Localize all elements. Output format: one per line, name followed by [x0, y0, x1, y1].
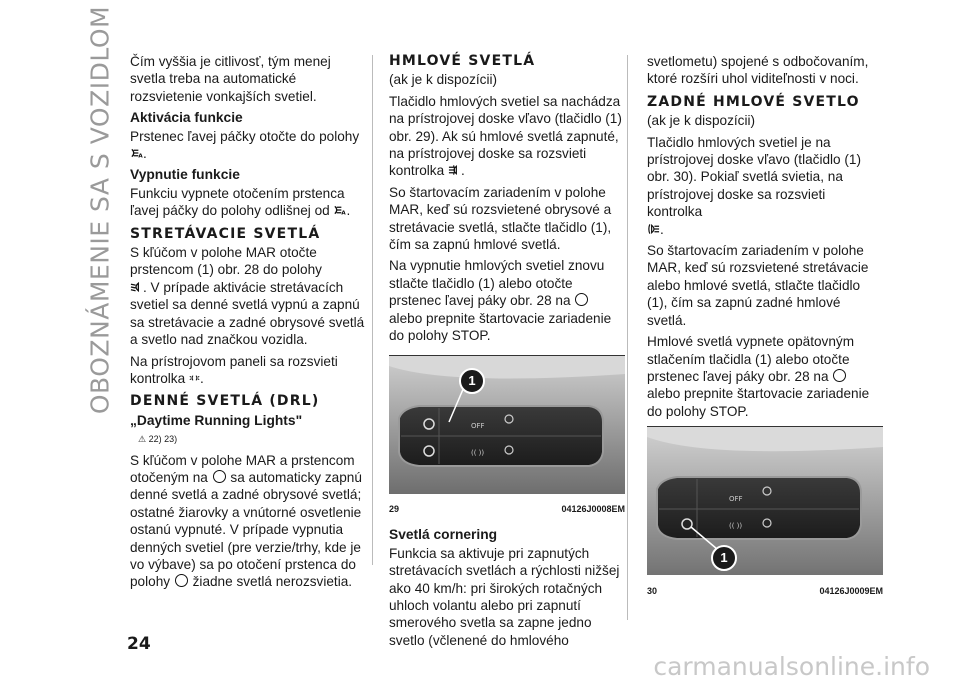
callout-badge: 1 [459, 368, 485, 394]
figure-number: 30 [647, 585, 658, 596]
figure-code: 04126J0009EM [819, 585, 883, 596]
svg-text:A: A [341, 210, 347, 217]
aktivacia-paragraph: Prstenec ľavej páčky otočte do polohy A . [130, 128, 360, 162]
cornering-paragraph: Funkcia sa aktivuje pri zapnutých stretávacích svetlách a rýchlosti nižšej ako 40 km/h: pri širokých rotačných uhloch volantu alebo pri zapnutí smerového svetla sa zapne jedno svetlo (včlenené do hmlového [389, 545, 620, 648]
column-1 [130, 53, 366, 595]
warning-triangle-icon: ⚠ [138, 434, 147, 445]
column-2 [389, 53, 625, 653]
zadne-subheading: (ak je k dispozícii) [647, 113, 756, 129]
watermark: carmanualsonline.info [653, 652, 930, 681]
drl-paragraph: S kľúčom v polohe MAR a prstencom otočeným na sa automaticky zapnú denné svetlá a zadné obrysové svetlá; ostatné žiarovky a vnútorné osvetlenie ostanú vypnuté. V prípade vypnutia denných svetiel (pre verzie/trhy, kde je vo výbave) sa po otočení prstenca do polohy žiadne svetlá nerozsvietia. [130, 452, 362, 590]
fog-button-photo [389, 356, 625, 494]
stretavacie-paragraph-2: Na prístrojovom paneli sa rozsvieti kontrolka . [130, 353, 338, 386]
hmlove-subheading: (ak je k dispozícii) [389, 72, 498, 88]
low-beam-icon [130, 281, 143, 293]
cornering-heading: Svetlá cornering [389, 527, 498, 543]
column-divider [372, 55, 373, 565]
figure-29 [389, 355, 625, 519]
figure-caption [389, 501, 625, 518]
auto-light-icon [333, 204, 346, 216]
off-position-icon [575, 293, 588, 306]
callout-badge: 1 [711, 545, 737, 571]
figure-caption [647, 583, 883, 600]
zadne-paragraph-3: Hmlové svetlá vypnete opätovným stlačením tlačidla (1) alebo otočte prstenec ľavej páky obr. 28 na alebo prepnite štartovacie zariadenie do polohy STOP. [647, 334, 870, 419]
off-position-icon [213, 470, 226, 483]
stretavacie-paragraph-1: S kľúčom v polohe MAR otočte prstencom (1) obr. 28 do polohy . V prípade aktivácie stretávacích svetiel sa denné svetlá vypnú a zapnú sa stretávacie a zadné obrysové svetlá a svetlo nad značkou vozidla. [130, 245, 365, 348]
hmlove-paragraph-1: Tlačidlo hmlových svetiel sa nachádza na prístrojovej doske vľavo (tlačidlo (1) obr. 29). Ak sú hmlové svetlá zapnuté, na prístrojovej doske sa rozsvieti kontrolka . [389, 93, 622, 179]
off-position-icon [833, 369, 846, 382]
column-3 [647, 53, 883, 600]
svg-text:A: A [138, 153, 143, 160]
off-position-icon [175, 574, 188, 587]
figure-30 [647, 426, 883, 600]
zadne-paragraph-1: Tlačidlo hmlových svetiel je na prístrojovej doske vľavo (tlačidlo (1) obr. 30). Pokiaľ svetlá svietia, na prístrojovej doske sa rozsvieti kontrolka . [647, 134, 861, 237]
vypnutie-paragraph: Funkciu vypnete otočením prstenca ľavej páčky do polohy odlišnej od A . [130, 185, 351, 219]
intro-paragraph: Čím vyššia je citlivosť, tým menej svetla treba na automatické rozsvietenie vonkajších svetiel. [130, 54, 331, 104]
intro-paragraph: svetlometu) spojené s odbočovaním, ktoré rozšíri uhol viditeľnosti v noci. [647, 54, 869, 87]
drl-heading: DENNÉ SVETLÁ (DRL) [130, 393, 320, 410]
svg-text:OFF: OFF [729, 495, 743, 504]
svg-text:(( )): (( )) [729, 522, 743, 531]
zadne-heading: ZADNÉ HMLOVÉ SVETLO [647, 93, 860, 110]
auto-light-icon [130, 147, 143, 159]
side-title-text: OBOZNÁMENIE SA S VOZIDLOM [85, 5, 115, 415]
vypnutie-heading: Vypnutie funkcie [130, 167, 240, 183]
rear-fog-icon [647, 223, 660, 235]
front-fog-icon [448, 164, 461, 176]
svg-text:(( )): (( )) [471, 448, 485, 457]
zadne-paragraph-2: So štartovacím zariadením v polohe MAR, keď sú rozsvietené stretávacie alebo hmlové svetlá, stlačte tlačidlo (1), čím sa zapnú zadné hmlové svetlá. [647, 243, 869, 328]
figure-code: 04126J0008EM [561, 503, 625, 514]
hmlove-heading: HMLOVÉ SVETLÁ [389, 53, 536, 69]
warning-notes: ⚠ 22) 23) [138, 434, 178, 445]
section-side-title [82, 5, 118, 415]
page-number: 24 [127, 634, 151, 654]
column-divider [627, 55, 628, 620]
position-light-icon [189, 372, 200, 384]
svg-text:OFF: OFF [471, 421, 485, 430]
aktivacia-heading: Aktivácia funkcie [130, 110, 243, 126]
hmlove-paragraph-2: So štartovacím zariadením v polohe MAR, keď sú rozsvietené obrysové a stretávacie svetlá, stlačte tlačidlo (1), čím sa zapnú hmlové svetlá. [389, 184, 612, 253]
drl-subheading: „Daytime Running Lights" [130, 412, 303, 428]
hmlove-paragraph-3: Na vypnutie hmlových svetiel znovu stlačte tlačidlo (1) alebo otočte prstenec ľavej páky obr. 28 na alebo prepnite štartovacie zariadenie do polohy STOP. [389, 258, 612, 344]
stretavacie-heading: STRETÁVACIE SVETLÁ [130, 225, 321, 242]
figure-number: 29 [389, 503, 400, 514]
rear-fog-button-photo [647, 427, 883, 575]
